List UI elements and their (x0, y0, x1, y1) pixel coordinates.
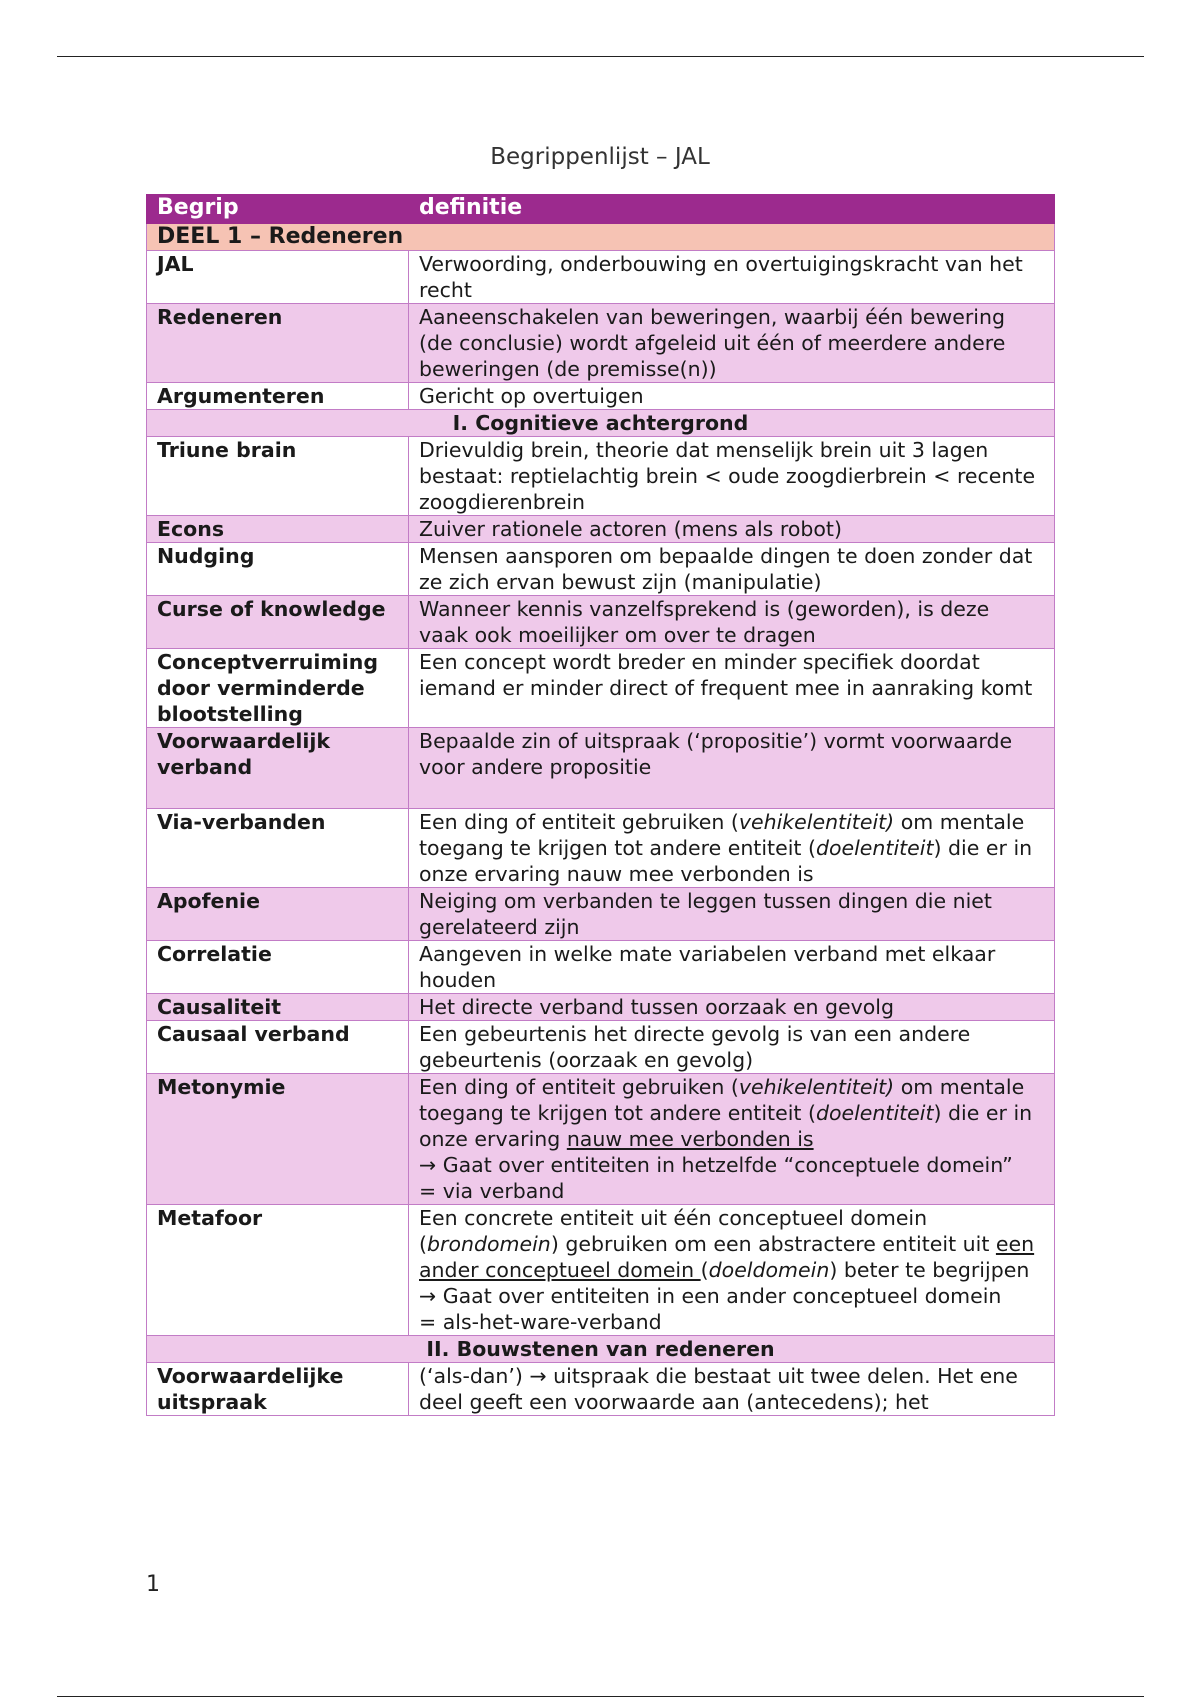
definition-cell: Een gebeurtenis het directe gevolg is van een andere gebeurtenis (oorzaak en gevolg) (409, 1021, 1055, 1074)
definition-cell: Een ding of entiteit gebruiken (vehikelentiteit) om mentale toegang te krijgen tot andere entiteit (doelentiteit) die er in onze ervaring nauw mee verbonden is (409, 809, 1055, 888)
term-cell: Econs (147, 516, 409, 543)
term-cell: Correlatie (147, 941, 409, 994)
term-cell: Conceptverruiming door verminderde blootstelling (147, 649, 409, 728)
definition-cell: Neiging om verbanden te leggen tussen dingen die niet gerelateerd zijn (409, 888, 1055, 941)
term-cell: Apofenie (147, 888, 409, 941)
glossary-table (146, 194, 1055, 1416)
table-row (147, 994, 1055, 1021)
table-row (147, 543, 1055, 596)
section-heading: I. Cognitieve achtergrond (147, 410, 1055, 437)
table-row (147, 516, 1055, 543)
term-cell: Curse of knowledge (147, 596, 409, 649)
term-cell: Nudging (147, 543, 409, 596)
definition-cell: Gericht op overtuigen (409, 383, 1055, 410)
header-definition: definitie (409, 195, 1055, 224)
table-row (147, 1205, 1055, 1336)
definition-cell: Mensen aansporen om bepaalde dingen te doen zonder dat ze zich ervan bewust zijn (manipulatie) (409, 543, 1055, 596)
table-row (147, 649, 1055, 728)
part-heading: DEEL 1 – Redeneren (147, 224, 1055, 251)
definition-cell: Verwoording, onderbouwing en overtuigingskracht van het recht (409, 251, 1055, 304)
table-header-row (147, 195, 1055, 224)
term-cell: Redeneren (147, 304, 409, 383)
term-cell: Triune brain (147, 437, 409, 516)
definition-cell: Drievuldig brein, theorie dat menselijk brein uit 3 lagen bestaat: reptielachtig brein < oude zoogdierbrein < recente zoogdierenbrein (409, 437, 1055, 516)
bottom-rule (57, 1696, 1144, 1697)
page-number: 1 (146, 1572, 160, 1597)
term-cell: JAL (147, 251, 409, 304)
document-title: Begrippenlijst – JAL (490, 144, 710, 170)
section-heading-row (147, 1336, 1055, 1363)
table-row (147, 304, 1055, 383)
section-heading-row (147, 410, 1055, 437)
table-row (147, 251, 1055, 304)
definition-cell: Aaneenschakelen van beweringen, waarbij één bewering (de conclusie) wordt afgeleid uit één of meerdere andere beweringen (de premisse(n)) (409, 304, 1055, 383)
section-heading: II. Bouwstenen van redeneren (147, 1336, 1055, 1363)
part-heading-row (147, 224, 1055, 251)
table-row (147, 809, 1055, 888)
definition-cell: Wanneer kennis vanzelfsprekend is (geworden), is deze vaak ook moeilijker om over te dragen (409, 596, 1055, 649)
term-cell: Argumenteren (147, 383, 409, 410)
table-row (147, 1363, 1055, 1416)
definition-cell: Een concept wordt breder en minder specifiek doordat iemand er minder direct of frequent mee in aanraking komt (409, 649, 1055, 728)
term-cell: Causaliteit (147, 994, 409, 1021)
definition-cell (409, 1363, 1055, 1416)
definition-cell: Een concrete entiteit uit één conceptueel domein (brondomein) gebruiken om een abstractere entiteit uit een ander conceptueel domein (doeldomein) beter te begrijpen → Gaat over entiteiten in een ander conceptueel domein = als-het-ware-verband (409, 1205, 1055, 1336)
term-cell: Metafoor (147, 1205, 409, 1336)
table-row (147, 1021, 1055, 1074)
definition-cell: Het directe verband tussen oorzaak en gevolg (409, 994, 1055, 1021)
definition-cell: Zuiver rationele actoren (mens als robot) (409, 516, 1055, 543)
table-row (147, 1074, 1055, 1205)
table-row (147, 941, 1055, 994)
term-cell: Voorwaardelijke uitspraak (147, 1363, 409, 1416)
top-rule (57, 56, 1144, 57)
header-term: Begrip (147, 195, 409, 224)
table-row (147, 888, 1055, 941)
definition-text: (‘als-dan’) → uitspraak die bestaat uit twee delen. Het ene deel geeft een voorwaarde aan (antecedens); het (419, 1364, 1018, 1414)
table-row (147, 437, 1055, 516)
definition-cell: Een ding of entiteit gebruiken (vehikelentiteit) om mentale toegang te krijgen tot andere entiteit (doelentiteit) die er in onze ervaring nauw mee verbonden is → Gaat over entiteiten in hetzelfde “conceptuele domein” = via verband (409, 1074, 1055, 1205)
term-cell: Metonymie (147, 1074, 409, 1205)
definition-cell: Aangeven in welke mate variabelen verband met elkaar houden (409, 941, 1055, 994)
term-cell: Voorwaardelijk verband (147, 728, 409, 809)
term-cell: Causaal verband (147, 1021, 409, 1074)
term-cell: Via-verbanden (147, 809, 409, 888)
table-row (147, 728, 1055, 809)
definition-cell: Bepaalde zin of uitspraak (‘propositie’) vormt voorwaarde voor andere propositie (409, 728, 1055, 809)
table-row (147, 383, 1055, 410)
table-row (147, 596, 1055, 649)
